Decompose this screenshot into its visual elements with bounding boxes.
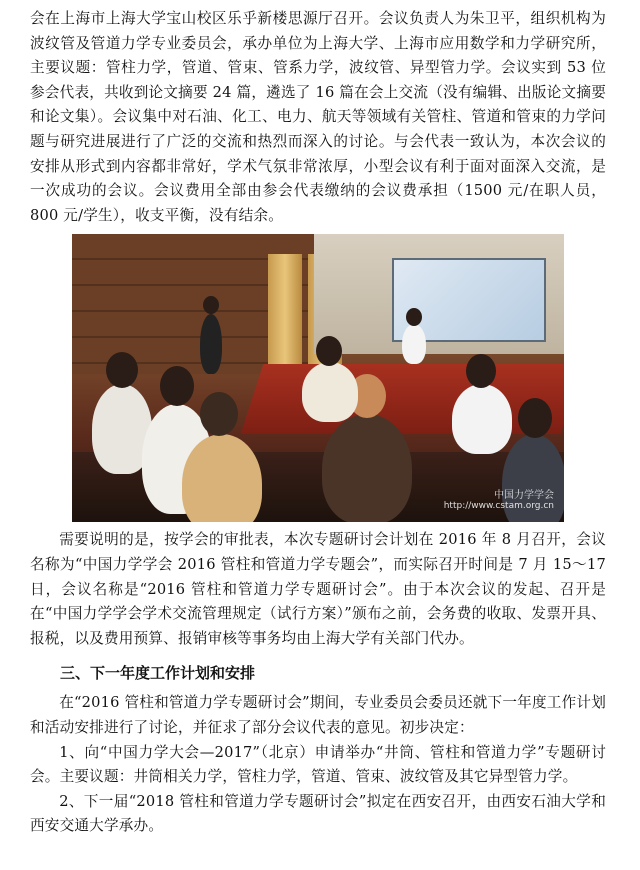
- watermark-title: 中国力学学会: [494, 490, 554, 502]
- paragraph-plan-item-1: 1、向“中国力学大会—2017”（北京）申请举办“井筒、管柱和管道力学”专题研讨会。主要议题：井筒相关力学，管柱力学，管道、管束、波纹管及其它异型管力学。: [30, 743, 606, 786]
- photo-container: [30, 234, 606, 522]
- paragraph-plan-item-2: 2、下一届“2018 管柱和管道力学专题研讨会”拟定在西安召开，由西安石油大学和西安交通大学承办。: [30, 792, 606, 835]
- paragraph-plan-intro: 在“2016 管柱和管道力学专题研讨会”期间，专业委员会委员还就下一年度工作计划和活动安排进行了讨论，并征求了部分会议代表的意见。初步决定：: [30, 694, 606, 736]
- standing-attendee: [200, 314, 222, 374]
- photo-watermark: [444, 490, 554, 512]
- paragraph-meeting-summary: 会在上海市上海大学宝山校区乐乎新楼思源厅召开。会议负责人为朱卫平，组织机构为波纹管及管道力学专业委员会，承办单位为上海大学、上海市应用数学和力学研究所，主要议题：管柱力学，管道、管束、管系力学，波纹管、异型管力学。会议实到 53 位参会代表，共收到论文摘要 24 篇，遴选了 16 篇在会上交流（没有编辑、出版论文摘要和论文集）。会议集中对石油、化工、电力、航天等领域有关管柱、管道和管束的力学问题与研究进展进行了广泛的交流和热烈而深入的讨论。与会代表一致认为，本次会议的安排从形式到内容都非常好，学术气氛非常浓厚，小型会议有利于面对面深入交流，是一次成功的会议。会议费用全部由参会代表缴纳的会议费承担（1500 元/在职人员，800 元/学生），收支平衡，没有结余。: [30, 10, 606, 224]
- curtain: [268, 254, 302, 374]
- attendee: [302, 362, 358, 422]
- section-heading: 三、下一年度工作计划和安排: [60, 664, 256, 683]
- attendee: [452, 384, 512, 454]
- attendee-head: [160, 366, 194, 406]
- conference-table: [241, 364, 564, 434]
- attendee-head: [106, 352, 138, 388]
- attendee: [322, 414, 412, 522]
- watermark-url: http://www.cstam.org.cn: [443, 501, 554, 512]
- attendee: [182, 434, 262, 522]
- conference-photo: [72, 234, 564, 522]
- presenter: [402, 324, 426, 364]
- paragraph-note: 需要说明的是，按学会的审批表，本次专题研讨会计划在 2016 年 8 月召开，会议名称为“中国力学学会 2016 管柱和管道力学专题会”，而实际召开时间是 7 月 15～17 日，会议名称是“2016 管柱和管道力学专题研讨会”。由于本次会议的发起、召开是在“中国力学学会学术交流管理规定（试行方案）”颁布之前，会务费的收取、发票开具、报税，以及费用预算、报销审核等事务均由上海大学有关部门代办。: [30, 531, 606, 647]
- attendee-head: [200, 392, 238, 436]
